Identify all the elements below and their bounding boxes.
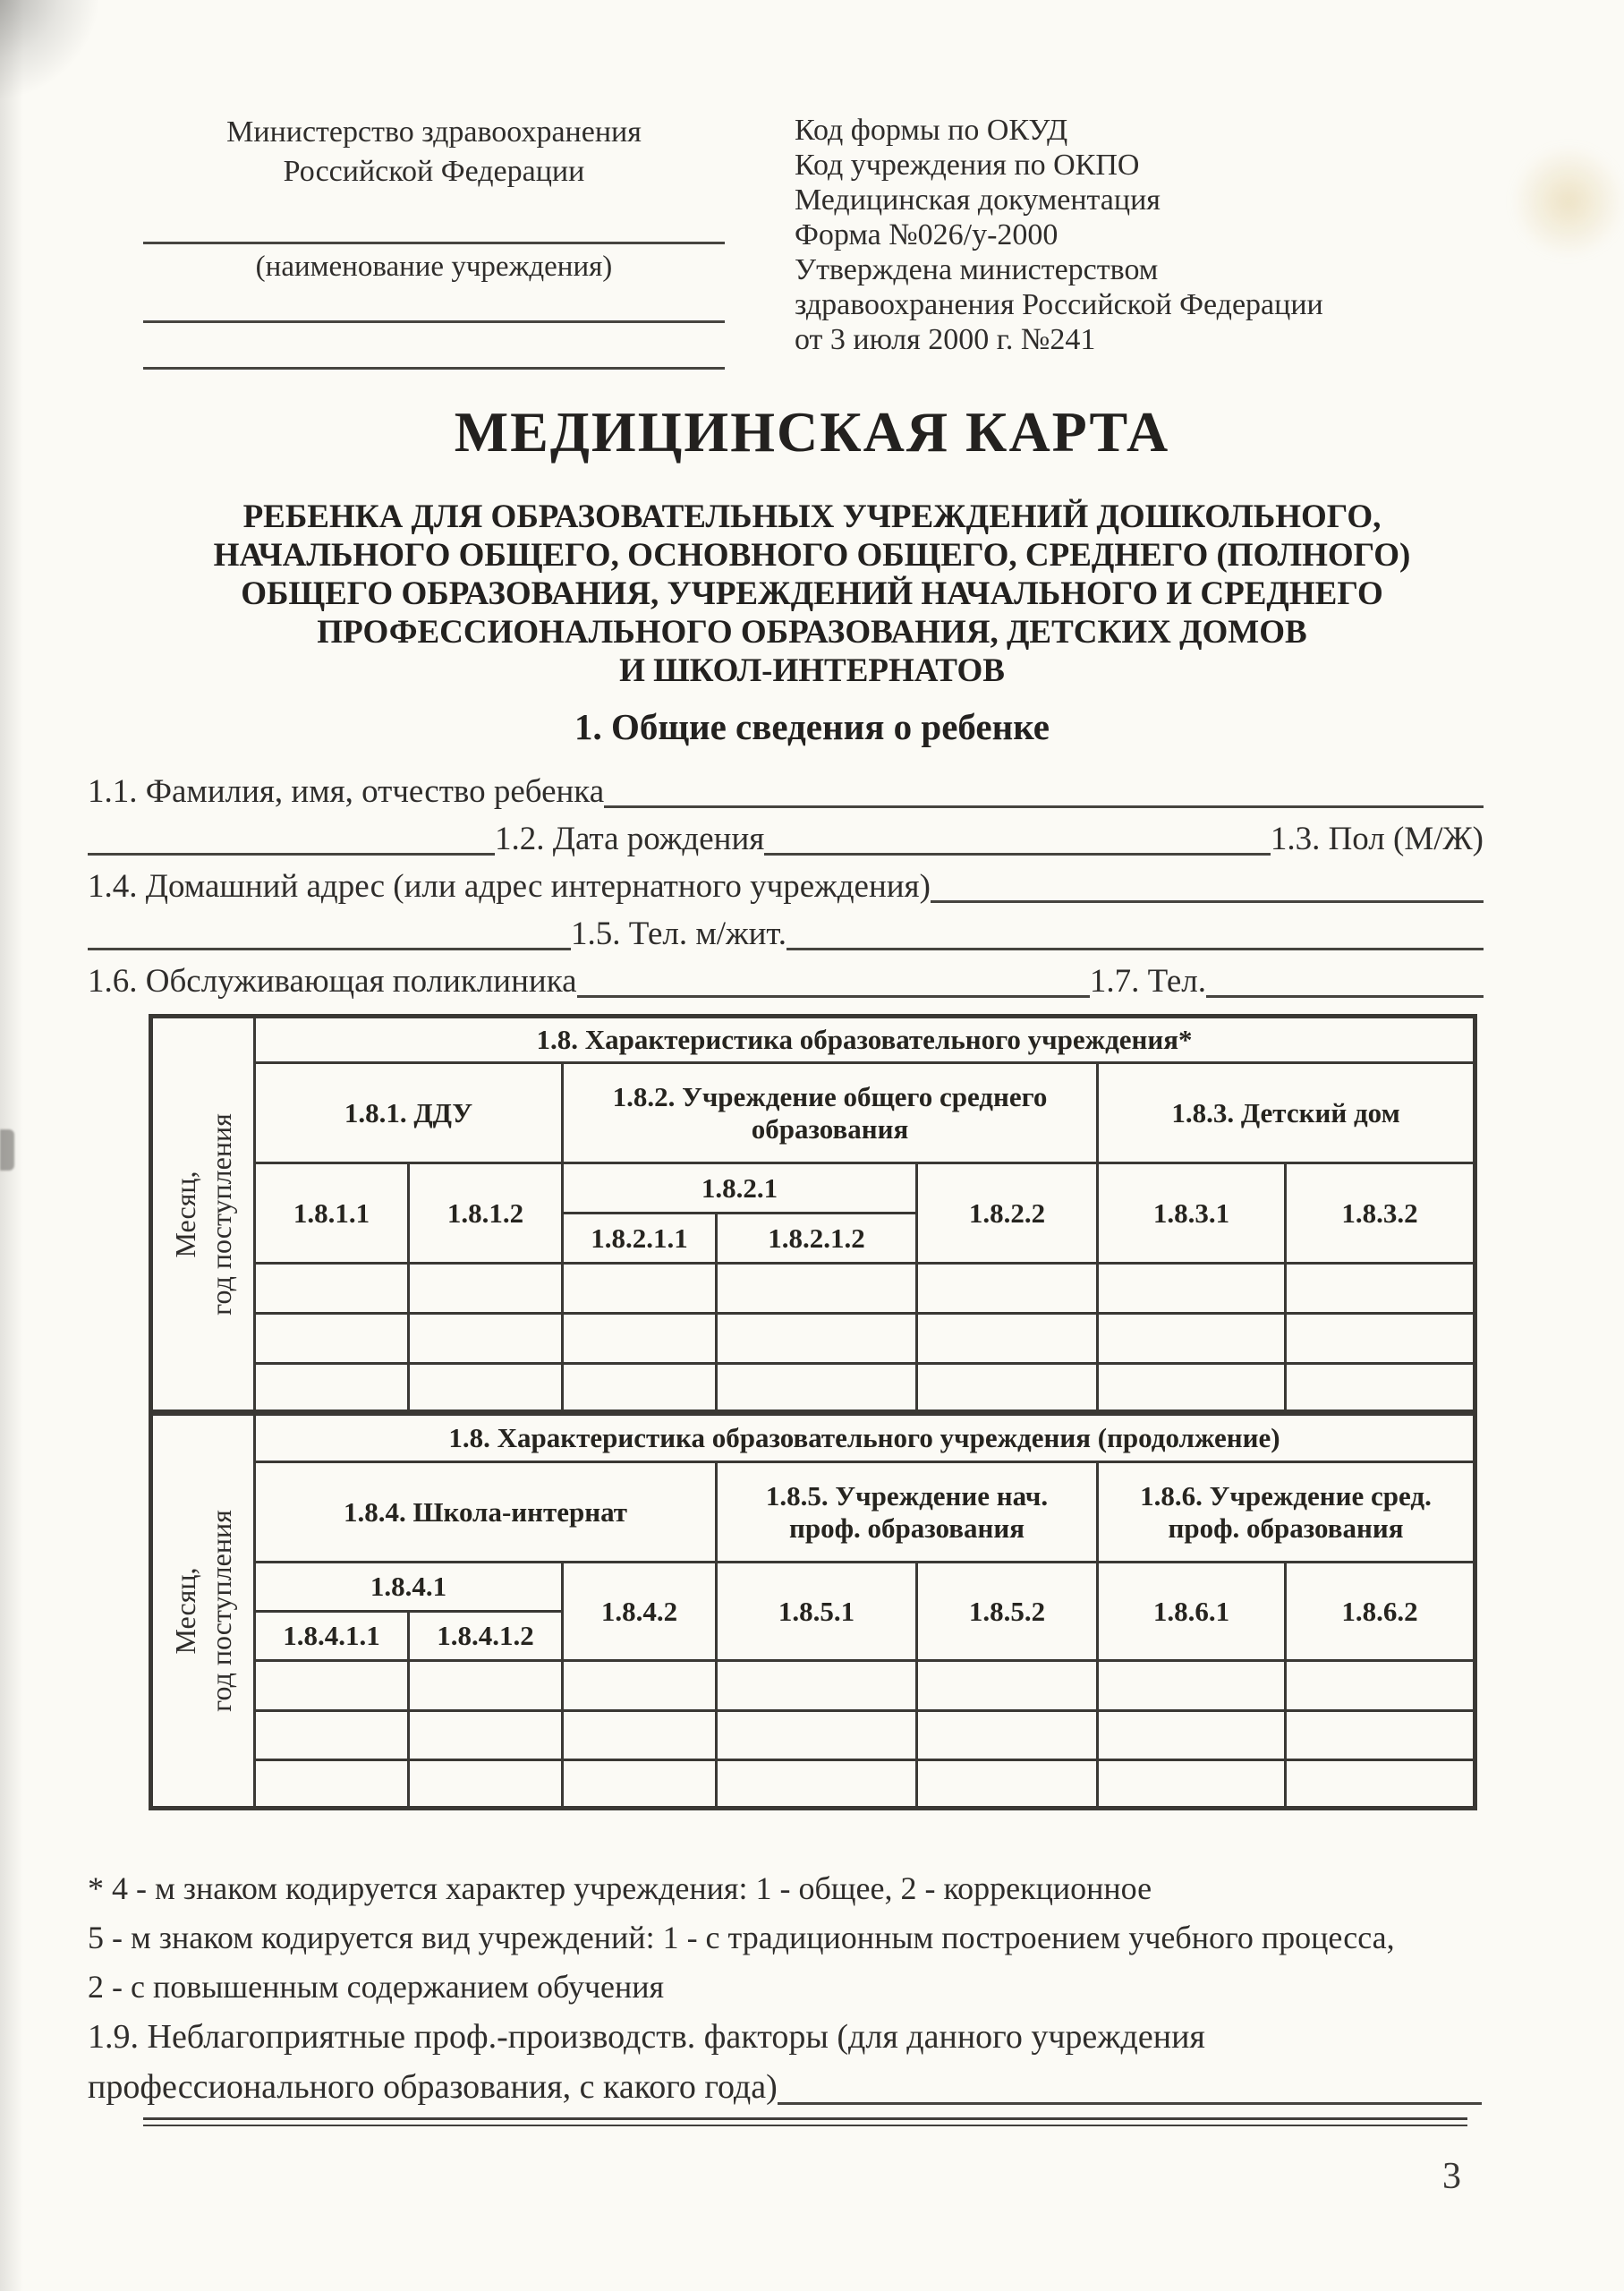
table1-empty-row: [151, 1264, 1475, 1314]
field-row-1-4: [88, 863, 1484, 910]
approved-by-2: здравоохранения Российской Федерации: [795, 288, 1323, 321]
edge-mark-artifact: [0, 1129, 14, 1171]
table1-month-year-label-cell: [151, 1017, 255, 1412]
empty-cell: [917, 1760, 1098, 1809]
empty-cell: [717, 1264, 917, 1314]
ministry-line-1: Министерство здравоохранения: [226, 115, 642, 149]
group-1-8-2-line1: 1.8.2. Учреждение общего среднего: [612, 1080, 1048, 1112]
field-1-4-fill-line-continued: [88, 910, 571, 950]
empty-cell: [409, 1364, 563, 1412]
subtitle-line: ПРОФЕССИОНАЛЬНОГО ОБРАЗОВАНИЯ, ДЕТСКИХ ДОМОВ: [317, 614, 1307, 651]
empty-cell: [717, 1314, 917, 1364]
rotated-label-line1: Месяц,: [169, 1170, 202, 1258]
empty-cell: [917, 1314, 1098, 1364]
field-1-9-label-line2: профессионального образования, с какого года): [88, 2068, 778, 2106]
group-1-8-6-header: [1098, 1462, 1475, 1563]
month-year-rotated-label: [167, 1510, 239, 1712]
group-1-8-4-header: 1.8.4. Школа-интернат: [255, 1462, 717, 1563]
field-1-9-row-2: [88, 2062, 1482, 2112]
field-1-1-fill-line-continued: [88, 815, 495, 856]
empty-cell: [563, 1264, 717, 1314]
empty-cell: [563, 1711, 717, 1760]
bottom-divider-rule: [143, 2117, 1467, 2126]
col-1-8-1-1: 1.8.1.1: [255, 1163, 409, 1264]
blank-line: [143, 320, 725, 323]
empty-cell: [1098, 1760, 1286, 1809]
group-1-8-3-header: 1.8.3. Детский дом: [1098, 1063, 1475, 1163]
code-okud: Код формы по ОКУД: [795, 114, 1068, 147]
table1-title-cell: 1.8. Характеристика образовательного учреждения*: [255, 1017, 1475, 1063]
empty-cell: [563, 1760, 717, 1809]
empty-cell: [917, 1264, 1098, 1314]
empty-cell: [1286, 1364, 1475, 1412]
field-1-6-fill-line: [577, 958, 1090, 998]
field-1-5-label: 1.5. Тел. м/жит.: [571, 916, 787, 952]
empty-cell: [255, 1364, 409, 1412]
col-1-8-2-1-1: 1.8.2.1.1: [563, 1214, 717, 1264]
subtitle-line: ОБЩЕГО ОБРАЗОВАНИЯ, УЧРЕЖДЕНИЙ НАЧАЛЬНОГО И СРЕДНЕГО: [241, 575, 1383, 612]
document-subtitle: [76, 498, 1548, 690]
rotated-label-line2: год поступления: [205, 1112, 238, 1316]
empty-cell: [1098, 1661, 1286, 1711]
table-1-8-part1: [149, 1014, 1477, 1414]
rotated-label-wrap: [153, 1018, 253, 1410]
empty-cell: [563, 1314, 717, 1364]
table2-empty-row: [151, 1760, 1475, 1809]
footnote-line-2: 5 - м знаком кодируется вид учреждений: 1 - с традиционным построением учебного процесса,: [88, 1920, 1395, 1955]
empty-cell: [917, 1661, 1098, 1711]
field-1-4-label: 1.4. Домашний адрес (или адрес интернатного учреждения): [88, 868, 931, 905]
table2-title-cell: 1.8. Характеристика образовательного учреждения (продолжение): [255, 1414, 1475, 1462]
field-row-1-6-1-7: [88, 958, 1484, 1005]
form-codes-block: [795, 113, 1439, 357]
col-1-8-5-2: 1.8.5.2: [917, 1563, 1098, 1661]
col-1-8-6-2: 1.8.6.2: [1286, 1563, 1475, 1661]
institution-name-caption: (наименование учреждения): [255, 251, 613, 283]
col-1-8-4-2: 1.8.4.2: [563, 1563, 717, 1661]
field-1-9-fill-line: [778, 2062, 1482, 2105]
empty-cell: [1098, 1314, 1286, 1364]
table2-empty-row: [151, 1711, 1475, 1760]
empty-cell: [1286, 1711, 1475, 1760]
field-row-1-5: [88, 910, 1484, 958]
footnote-line-1: * 4 - м знаком кодируется характер учреждения: 1 - общее, 2 - коррекционное: [88, 1870, 1152, 1906]
field-1-9: [88, 2012, 1482, 2112]
group-1-8-6-line2: проф. образования: [1168, 1512, 1404, 1544]
col-1-8-4-1-1: 1.8.4.1.1: [255, 1612, 409, 1661]
table2-month-year-label-cell: [151, 1414, 255, 1809]
field-1-3-label: 1.3. Пол (М/Ж): [1270, 821, 1484, 857]
table2-empty-row: [151, 1661, 1475, 1711]
empty-cell: [1098, 1264, 1286, 1314]
col-1-8-6-1: 1.8.6.1: [1098, 1563, 1286, 1661]
col-1-8-4-1-2: 1.8.4.1.2: [409, 1612, 563, 1661]
col-1-8-2-1-2: 1.8.2.1.2: [717, 1214, 917, 1264]
blank-line: [143, 367, 725, 370]
field-row-1-1: [88, 768, 1484, 815]
field-1-7-fill-line: [1206, 958, 1484, 998]
institution-name-line: [143, 242, 725, 244]
group-1-8-6-line1: 1.8.6. Учреждение сред.: [1140, 1479, 1432, 1512]
group-1-8-5-line2: проф. образования: [788, 1512, 1025, 1544]
empty-cell: [717, 1711, 917, 1760]
col-1-8-1-2: 1.8.1.2: [409, 1163, 563, 1264]
table-footnote: [88, 1864, 1485, 2012]
empty-cell: [255, 1264, 409, 1314]
month-year-rotated-label: [167, 1113, 239, 1316]
scan-smudge-artifact: [1512, 143, 1624, 260]
table1-empty-row: [151, 1314, 1475, 1364]
empty-cell: [409, 1711, 563, 1760]
rotated-label-wrap: [153, 1416, 253, 1806]
document-title: МЕДИЦИНСКАЯ КАРТА: [454, 400, 1170, 464]
field-1-4-fill-line: [931, 863, 1484, 903]
col-1-8-2-2: 1.8.2.2: [917, 1163, 1098, 1264]
field-1-9-row-1: [88, 2012, 1482, 2062]
empty-cell: [409, 1760, 563, 1809]
footnote-line-3: 2 - с повышенным содержанием обучения: [88, 1969, 665, 2005]
empty-cell: [409, 1661, 563, 1711]
col-1-8-3-1: 1.8.3.1: [1098, 1163, 1286, 1264]
rotated-label-line2: год поступления: [205, 1510, 238, 1712]
col-1-8-3-2: 1.8.3.2: [1286, 1163, 1475, 1264]
empty-cell: [1286, 1314, 1475, 1364]
field-row-1-2-1-3: [88, 815, 1484, 863]
col-1-8-5-1: 1.8.5.1: [717, 1563, 917, 1661]
empty-cell: [1286, 1264, 1475, 1314]
empty-cell: [255, 1314, 409, 1364]
empty-cell: [409, 1314, 563, 1364]
subtitle-line: И ШКОЛ-ИНТЕРНАТОВ: [619, 652, 1005, 689]
med-documentation: Медицинская документация: [795, 183, 1161, 217]
general-info-fields: [88, 768, 1484, 1005]
empty-cell: [717, 1661, 917, 1711]
field-1-7-label: 1.7. Тел.: [1089, 963, 1206, 1000]
empty-cell: [255, 1711, 409, 1760]
empty-cell: [563, 1661, 717, 1711]
ministry-header: [143, 113, 725, 192]
group-1-8-2-line2: образования: [751, 1112, 909, 1145]
empty-cell: [717, 1760, 917, 1809]
group-1-8-5-line1: 1.8.5. Учреждение нач.: [765, 1479, 1049, 1512]
field-1-6-label: 1.6. Обслуживающая поликлиника: [88, 963, 577, 1000]
col-1-8-4-1: 1.8.4.1: [255, 1563, 563, 1612]
field-1-9-label-line1: 1.9. Неблагоприятные проф.-производств. факторы (для данного учреждения: [88, 2018, 1205, 2056]
field-1-2-fill-line: [764, 815, 1271, 856]
group-1-8-2-header: [563, 1063, 1098, 1163]
empty-cell: [1098, 1364, 1286, 1412]
empty-cell: [917, 1711, 1098, 1760]
empty-cell: [1098, 1711, 1286, 1760]
approved-by-1: Утверждена министерством: [795, 253, 1159, 286]
section-1-heading: 1. Общие сведения о ребенке: [574, 706, 1050, 747]
form-number: Форма №026/у-2000: [795, 218, 1059, 251]
col-1-8-2-1: 1.8.2.1: [563, 1163, 917, 1214]
empty-cell: [917, 1364, 1098, 1412]
empty-cell: [255, 1661, 409, 1711]
empty-cell: [409, 1264, 563, 1314]
field-1-5-fill-line: [786, 910, 1484, 950]
approval-date: от 3 июля 2000 г. №241: [795, 323, 1096, 356]
empty-cell: [717, 1364, 917, 1412]
table1-empty-row: [151, 1364, 1475, 1412]
table-1-8-part2: [149, 1411, 1477, 1810]
rotated-label-line1: Месяц,: [169, 1567, 202, 1655]
empty-cell: [255, 1760, 409, 1809]
empty-cell: [1286, 1661, 1475, 1711]
group-1-8-5-header: [717, 1462, 1098, 1563]
field-1-1-label: 1.1. Фамилия, имя, отчество ребенка: [88, 773, 605, 810]
field-1-2-label: 1.2. Дата рождения: [495, 821, 765, 857]
code-okpo: Код учреждения по ОКПО: [795, 149, 1140, 182]
subtitle-line: НАЧАЛЬНОГО ОБЩЕГО, ОСНОВНОГО ОБЩЕГО, СРЕДНЕГО (ПОЛНОГО): [213, 537, 1411, 574]
field-1-1-fill-line: [604, 768, 1484, 808]
subtitle-line: РЕБЕНКА ДЛЯ ОБРАЗОВАТЕЛЬНЫХ УЧРЕЖДЕНИЙ ДОШКОЛЬНОГО,: [242, 498, 1382, 535]
tables-1-8: [149, 1014, 1477, 1810]
group-1-8-1-header: 1.8.1. ДДУ: [255, 1063, 563, 1163]
page-number: 3: [1442, 2156, 1461, 2197]
empty-cell: [1286, 1760, 1475, 1809]
empty-cell: [563, 1364, 717, 1412]
ministry-line-2: Российской Федерации: [283, 155, 585, 188]
